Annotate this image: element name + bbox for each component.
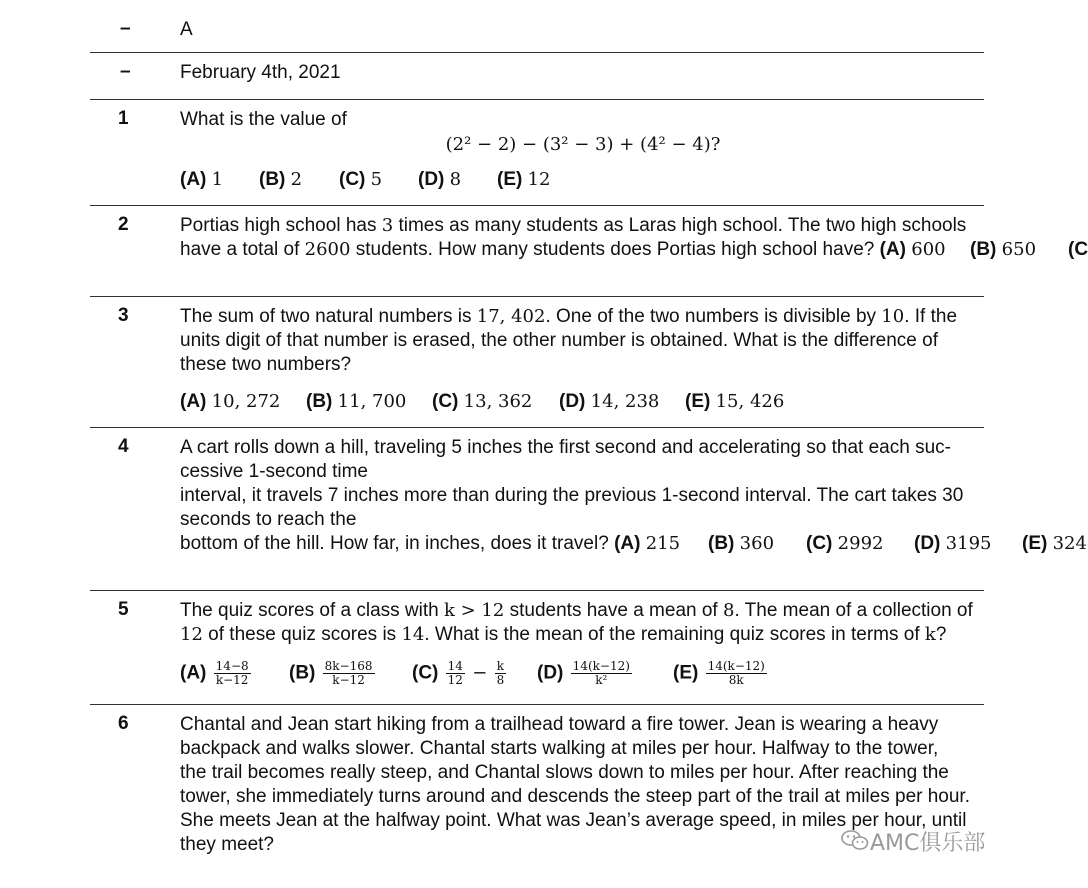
problem-text-line: the trail becomes really steep, and Chantal slows down to miles per hour. After reaching the bbox=[180, 762, 949, 783]
option-d: (D) 3195 bbox=[914, 533, 992, 554]
divider bbox=[90, 52, 984, 53]
header-level: A bbox=[180, 19, 193, 40]
problem-number: 2 bbox=[118, 214, 129, 235]
header-date: February 4th, 2021 bbox=[180, 62, 341, 83]
problem-text-line: 12 of these quiz scores is 14. What is the mean of the remaining quiz scores in terms of k? bbox=[180, 624, 947, 645]
option-e: (E) $\frac{14(k-12)}{8k}$ bbox=[673, 659, 765, 687]
watermark-text: AMC俱乐部 bbox=[870, 831, 986, 856]
option-c: (C bbox=[1068, 239, 1088, 260]
fraction: $\frac{14-8}{k-12}$ bbox=[215, 659, 249, 687]
divider bbox=[90, 590, 984, 591]
problem-text-line: they meet? bbox=[180, 834, 274, 855]
problem-text-line: backpack and walks slower. Chantal starts walking at miles per hour. Halfway to the tower, bbox=[180, 738, 939, 759]
wechat-icon bbox=[840, 828, 870, 852]
problem-text-line: these two numbers? bbox=[180, 354, 352, 375]
problem-text-line: cessive 1-second time bbox=[180, 461, 368, 482]
option-d: (D) 14, 238 bbox=[559, 391, 660, 412]
problem-text-line: The quiz scores of a class with k > 12 students have a mean of 8. The mean of a collection of bbox=[180, 600, 973, 621]
problem-text-line: bottom of the hill. How far, in inches, does it travel? (A) 215 bbox=[180, 533, 681, 554]
fraction: $\frac{14(k-12)}{8k}$ bbox=[707, 659, 765, 687]
problem-number: 5 bbox=[118, 599, 129, 620]
math-expression: (2² − 2) − (3² − 3) + (4² − 4)? bbox=[445, 134, 721, 155]
problem-text-line: units digit of that number is erased, the other number is obtained. What is the difference of bbox=[180, 330, 938, 351]
option-a: (A) $\frac{14-8}{k-12}$ bbox=[180, 659, 249, 687]
option-a: (A) 10, 272 bbox=[180, 391, 281, 412]
option-a: (A) bbox=[879, 239, 906, 260]
divider bbox=[90, 427, 984, 428]
option-c: (C) 13, 362 bbox=[432, 391, 533, 412]
option-b: (B) 360 bbox=[708, 533, 775, 554]
problem-text-line: A cart rolls down a hill, traveling 5 inches the first second and accelerating so that each suc- bbox=[180, 437, 951, 458]
problem-text-line: Portias high school has 3 times as many students as Laras high school. The two high schools bbox=[180, 215, 967, 236]
option-b: (B) 11, 700 bbox=[306, 391, 407, 412]
header-dash-2: – bbox=[120, 61, 131, 82]
problem-text: What is the value of bbox=[180, 109, 347, 130]
option-d: (D) 8 bbox=[418, 169, 462, 190]
fraction: $\frac{k}{8}$ bbox=[496, 659, 505, 687]
option-e: (E) 12 bbox=[497, 169, 551, 190]
option-b: (B) 2 bbox=[259, 169, 303, 190]
problem-text-line: have a total of 2600 students. How many students does Portias high school have? (A) 600 bbox=[180, 239, 946, 260]
option-e: (E) 324 bbox=[1022, 533, 1087, 554]
option-c: (C) 2992 bbox=[806, 533, 884, 554]
problem-text-line: Chantal and Jean start hiking from a trailhead toward a fire tower. Jean is wearing a heavy bbox=[180, 714, 939, 735]
divider bbox=[90, 704, 984, 705]
fraction: $\frac{14}{12}$ bbox=[447, 659, 463, 687]
problem-number: 6 bbox=[118, 713, 129, 734]
problem-text-line: tower, she immediately turns around and descends the steep part of the trail at miles per hour. bbox=[180, 786, 970, 807]
divider bbox=[90, 296, 984, 297]
option-b: (B) $\frac{8k-168}{k-12}$ bbox=[289, 659, 373, 687]
divider bbox=[90, 205, 984, 206]
option-a: (A) bbox=[614, 533, 641, 554]
option-c: (C) 5 bbox=[339, 169, 383, 190]
option-a: (A) 1 bbox=[180, 169, 224, 190]
problem-text-line: The sum of two natural numbers is 17, 402. One of the two numbers is divisible by 10. If the bbox=[180, 306, 958, 327]
problem-number: 3 bbox=[118, 305, 129, 326]
fraction: $\frac{8k-168}{k-12}$ bbox=[324, 659, 373, 687]
option-b: (B) 650 bbox=[970, 239, 1037, 260]
option-c: (C) $\frac{14}{12}$ − $\frac{k}{8}$ bbox=[412, 659, 505, 687]
option-d: (D) $\frac{14(k-12)}{\text{k²}}$ bbox=[537, 659, 630, 687]
problem-text-line: seconds to reach the bbox=[180, 509, 357, 530]
problem-number: 1 bbox=[118, 108, 129, 129]
problem-number: 4 bbox=[118, 436, 129, 457]
header-dash-1: – bbox=[120, 18, 131, 39]
divider bbox=[90, 99, 984, 100]
problem-text-line: She meets Jean at the halfway point. What was Jean’s average speed, in miles per hour, until bbox=[180, 810, 967, 831]
problem-text-line: interval, it travels 7 inches more than during the previous 1-second interval. The cart takes 30 bbox=[180, 485, 964, 506]
fraction: $\frac{14(k-12)}{\text{k²}}$ bbox=[572, 659, 630, 687]
option-e: (E) 15, 426 bbox=[685, 391, 785, 412]
